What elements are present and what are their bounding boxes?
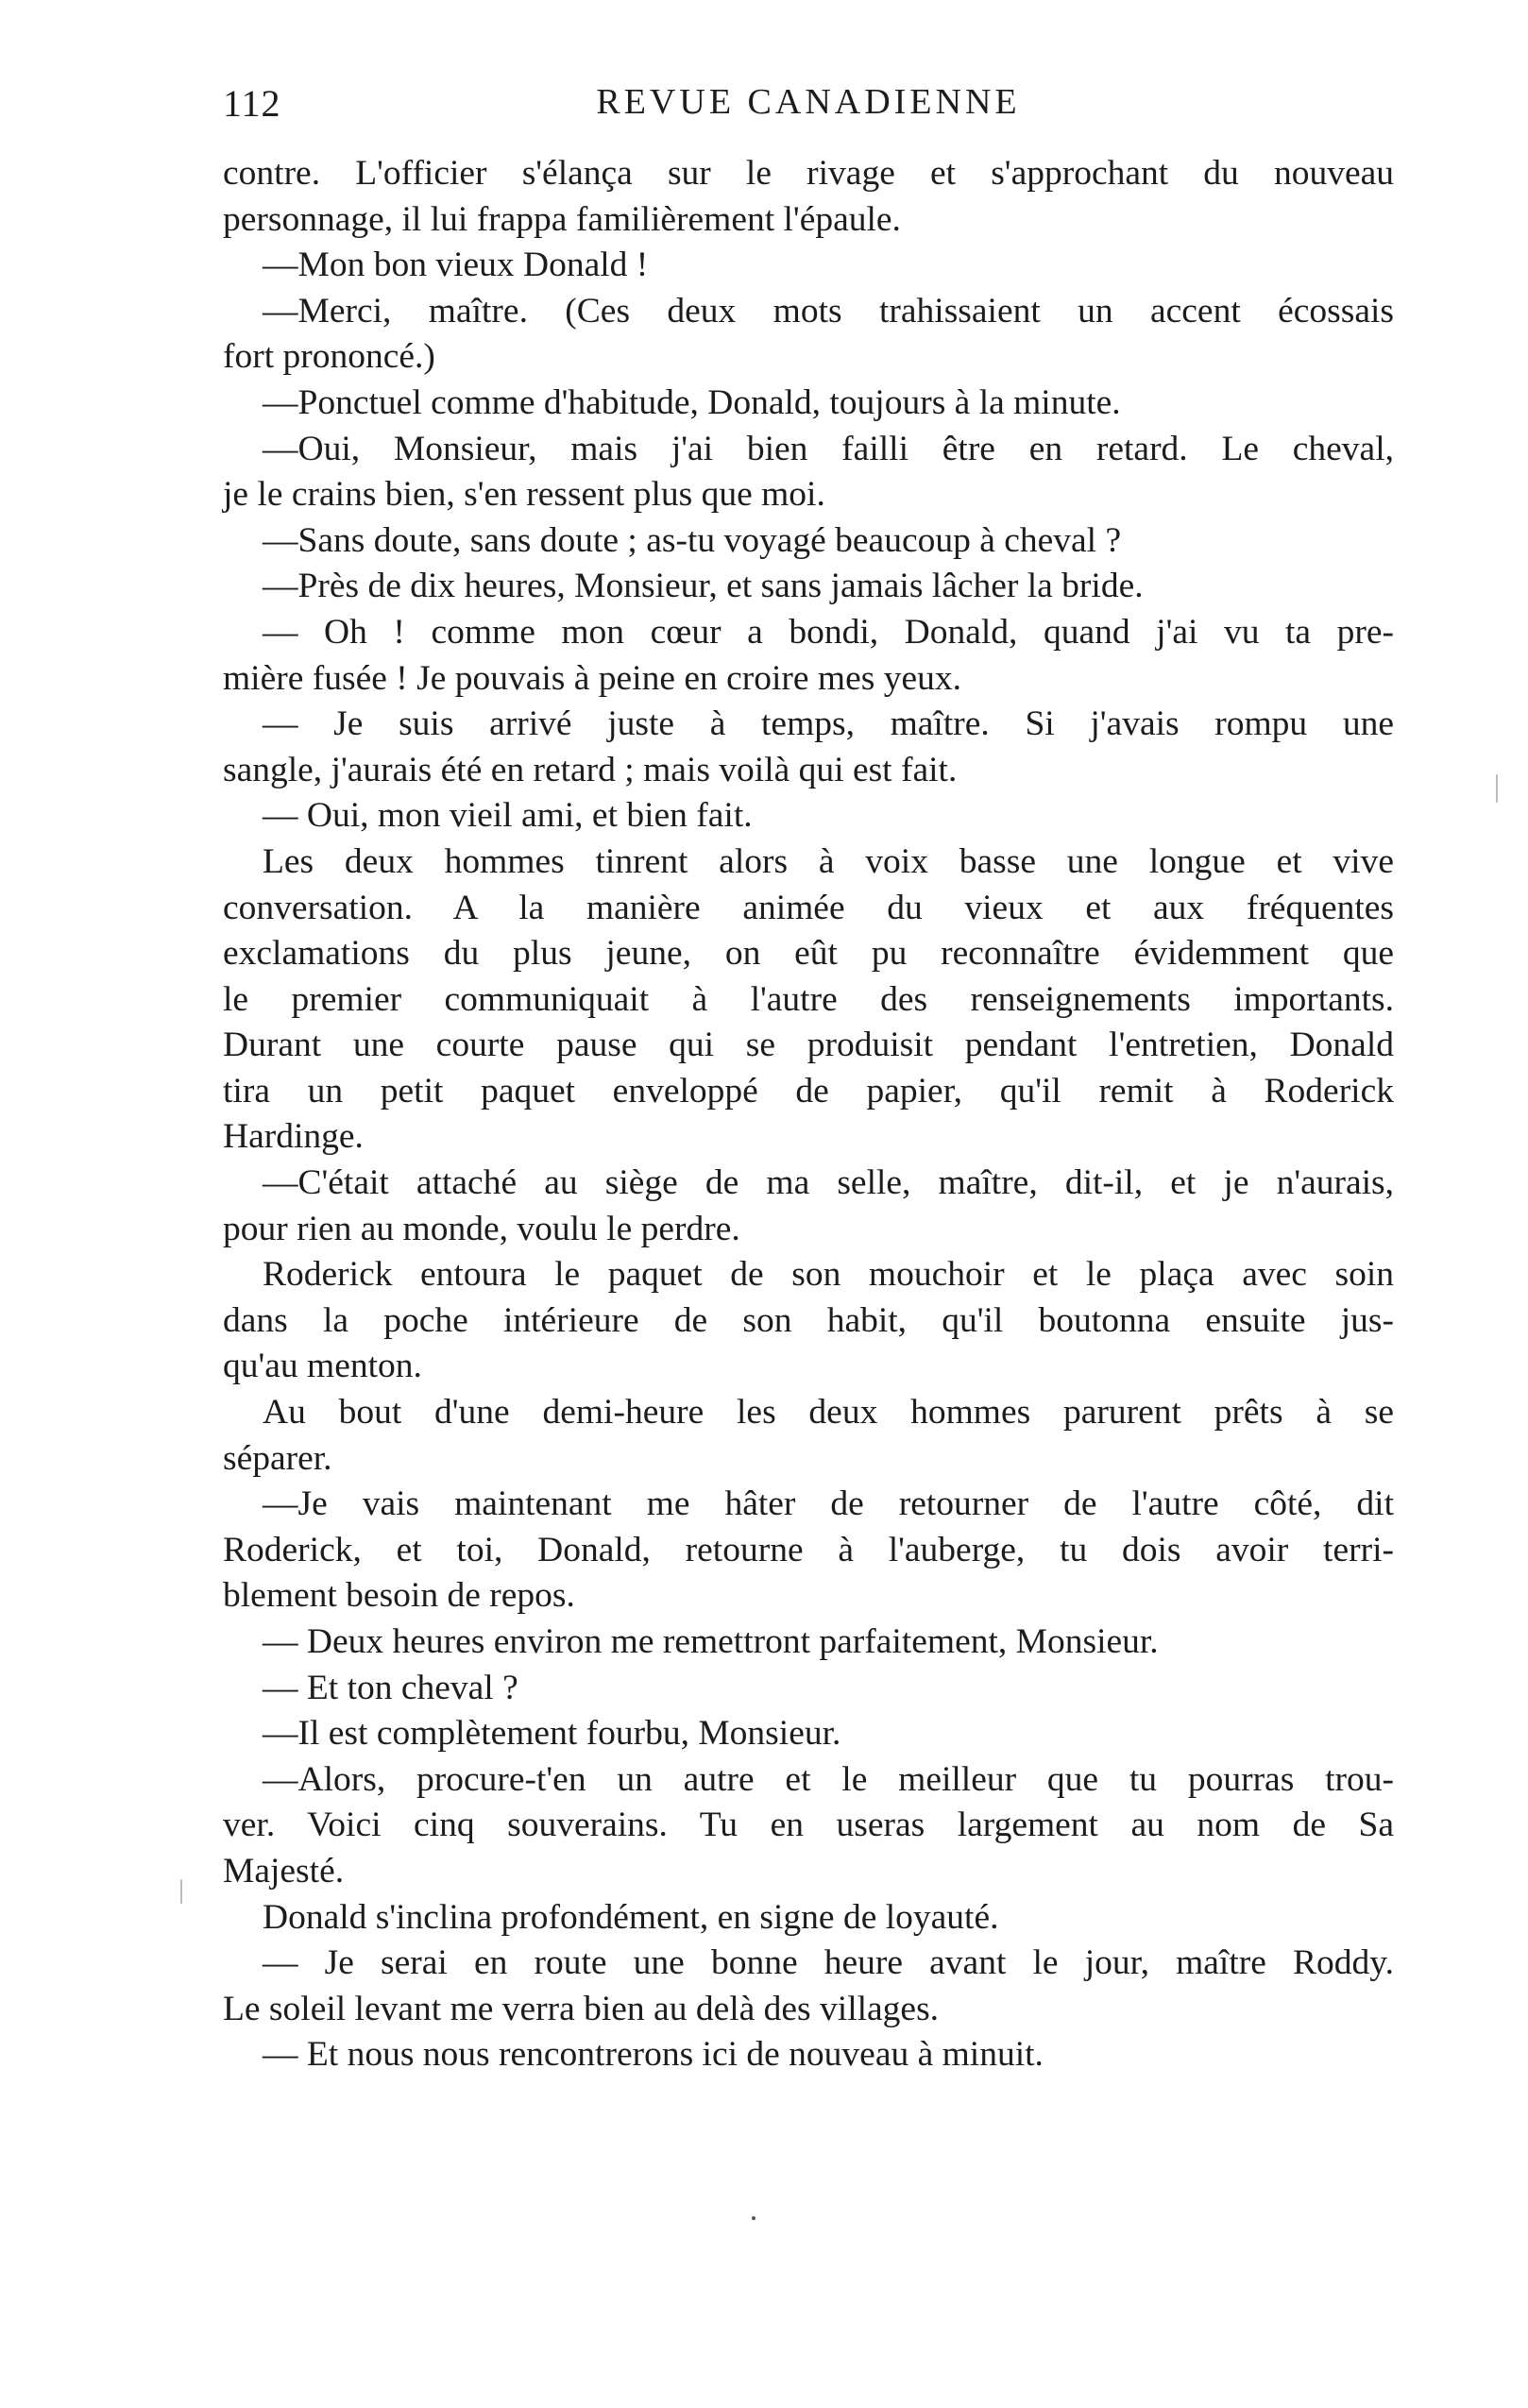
text-line: Les deux hommes tinrent alors à voix basse une longue et vive (263, 841, 1394, 881)
text-line: — Je suis arrivé juste à temps, maître. Si j'avais rompu une (263, 704, 1394, 744)
text-line: fort prononcé.) (223, 337, 435, 377)
text-line: Le soleil levant me verra bien au delà des villages. (223, 1989, 940, 2028)
text-line: —Oui, Monsieur, mais j'ai bien failli être en retard. Le cheval, (263, 429, 1394, 468)
text-line: conversation. A la manière animée du vieux et aux fréquentes (223, 888, 1394, 927)
text-line: —Mon bon vieux Donald ! (263, 246, 649, 285)
text-line: Roderick entoura le paquet de son mouchoir et le plaça avec soin (263, 1255, 1394, 1295)
page-number: 112 (223, 82, 281, 125)
margin-mark (180, 1879, 182, 1904)
text-line: qu'au menton. (223, 1347, 422, 1386)
text-line: — Et ton cheval ? (263, 1668, 518, 1707)
body-text (223, 151, 1394, 2078)
text-line: — Et nous nous rencontrerons ici de nouveau à minuit. (263, 2035, 1044, 2075)
text-line: le premier communiquait à l'autre des renseignements importants. (223, 979, 1394, 1019)
text-line: Au bout d'une demi-heure les deux hommes parurent prêts à se (263, 1393, 1394, 1433)
text-line: exclamations du plus jeune, on eût pu reconnaître évidemment que (223, 934, 1394, 974)
text-line: sangle, j'aurais été en retard ; mais voilà qui est fait. (223, 750, 958, 789)
text-line: Majesté. (223, 1851, 345, 1891)
text-line: dans la poche intérieure de son habit, qu'il boutonna ensuite jus- (223, 1300, 1394, 1340)
text-line: — Deux heures environ me remettront parfaitement, Monsieur. (263, 1622, 1159, 1661)
running-head: REVUE CANADIENNE (596, 82, 1021, 122)
text-line: mière fusée ! Je pouvais à peine en croire mes yeux. (223, 658, 961, 698)
text-line: —Alors, procure-t'en un autre et le meilleur que tu pourras trou- (263, 1759, 1394, 1799)
text-line: — Je serai en route une bonne heure avant le jour, maître Roddy. (263, 1943, 1394, 1983)
text-line: Roderick, et toi, Donald, retourne à l'auberge, tu dois avoir terri- (223, 1530, 1394, 1569)
text-line: blement besoin de repos. (223, 1576, 575, 1616)
text-line: tira un petit paquet enveloppé de papier, qu'il remit à Roderick (223, 1071, 1394, 1111)
text-line: personnage, il lui frappa familièrement l'épaule. (223, 199, 901, 239)
text-line: —Sans doute, sans doute ; as-tu voyagé beaucoup à cheval ? (263, 520, 1122, 560)
text-line: contre. L'officier s'élança sur le rivage et s'approchant du nouveau (223, 154, 1394, 193)
ink-speck (752, 2216, 756, 2220)
page-header (223, 81, 1394, 128)
text-line: je le crains bien, s'en ressent plus que moi. (223, 475, 825, 515)
text-line: —Je vais maintenant me hâter de retourner de l'autre côté, dit (263, 1484, 1394, 1524)
text-line: — Oui, mon vieil ami, et bien fait. (263, 796, 753, 836)
text-line: —Merci, maître. (Ces deux mots trahissaient un accent écossais (263, 291, 1394, 331)
text-line: —Ponctuel comme d'habitude, Donald, toujours à la minute. (263, 382, 1121, 422)
margin-mark (1496, 774, 1498, 803)
text-line: Donald s'inclina profondément, en signe de loyauté. (263, 1897, 999, 1937)
text-line: ver. Voici cinq souverains. Tu en useras largement au nom de Sa (223, 1806, 1394, 1845)
text-line: —Près de dix heures, Monsieur, et sans jamais lâcher la bride. (263, 567, 1144, 606)
text-line: —Il est complètement fourbu, Monsieur. (263, 1714, 841, 1754)
text-line: —C'était attaché au siège de ma selle, maître, dit-il, et je n'aurais, (263, 1163, 1394, 1203)
text-line: Hardinge. (223, 1117, 364, 1157)
text-line: — Oh ! comme mon cœur a bondi, Donald, quand j'ai vu ta pre- (263, 612, 1394, 652)
text-line: Durant une courte pause qui se produisit pendant l'entretien, Donald (223, 1026, 1394, 1065)
text-line: pour rien au monde, voulu le perdre. (223, 1209, 740, 1248)
text-line: séparer. (223, 1438, 332, 1478)
